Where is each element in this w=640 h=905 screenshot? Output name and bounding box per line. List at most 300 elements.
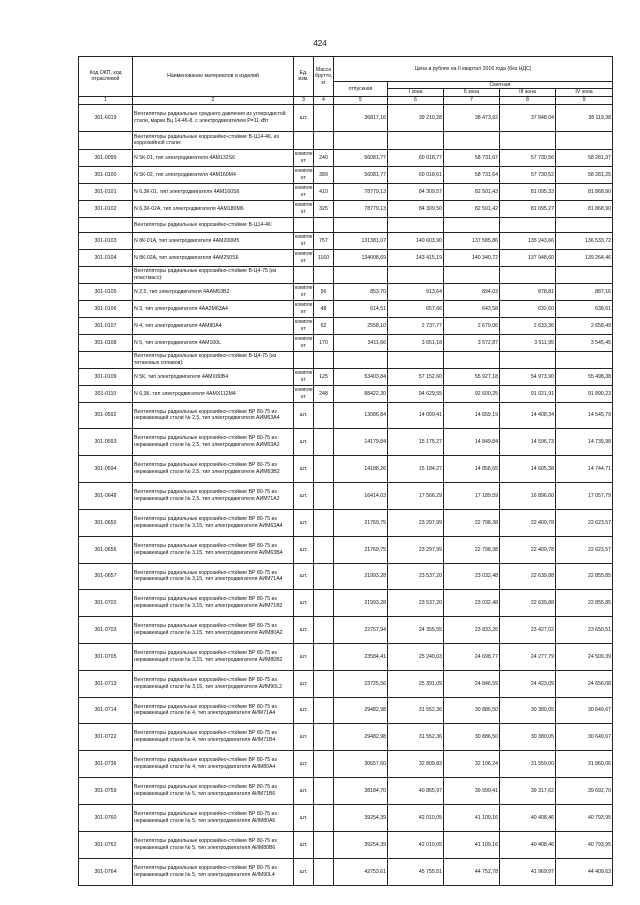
- price-zone-4: 14 545,79: [556, 402, 613, 428]
- item-name: N 8К-01А, тип электродвигателя 4АМ200М5: [133, 232, 294, 249]
- price-zone-4: 91 890,23: [556, 385, 613, 402]
- price-zone-4: 44 409,63: [556, 858, 613, 885]
- price-table: [78, 56, 613, 886]
- price-zone-1: 60 018,61: [388, 166, 444, 183]
- price-wholesale: 56081,77: [334, 149, 388, 166]
- item-code: 301-0703: [79, 616, 133, 643]
- item-mass: 325: [314, 200, 334, 217]
- col-number: 7: [444, 96, 500, 104]
- item-unit: шт.: [294, 402, 314, 428]
- price-zone-4: 30 649,67: [556, 697, 613, 723]
- item-unit: шт.: [294, 428, 314, 455]
- price-wholesale: 13086,84: [334, 402, 388, 428]
- item-mass: [314, 858, 334, 885]
- price-zone-3: 81 095,27: [500, 200, 556, 217]
- price-zone-2: 82 501,43: [444, 183, 500, 200]
- price-zone-4: 14 744,71: [556, 455, 613, 482]
- price-zone-1: 140 603,90: [388, 232, 444, 249]
- item-unit: компле кт: [294, 300, 314, 317]
- price-zone-1: 23 297,99: [388, 536, 444, 563]
- table-row: [79, 402, 613, 428]
- empty-cell: [294, 131, 314, 149]
- item-code: 301-0104: [79, 249, 133, 266]
- empty-cell: [444, 217, 500, 232]
- price-zone-3: 22 639,88: [500, 563, 556, 589]
- price-zone-1: 657,66: [388, 300, 444, 317]
- price-zone-4: 23 650,51: [556, 616, 613, 643]
- item-code: 301-0759: [79, 777, 133, 804]
- item-name: N 3, тип электродвигателя 4АА2М63А4: [133, 300, 294, 317]
- price-wholesale: 21769,75: [334, 509, 388, 536]
- col-number: 9: [556, 96, 613, 104]
- price-zone-4: 638,61: [556, 300, 613, 317]
- price-zone-1: 31 552,36: [388, 697, 444, 723]
- price-zone-2: 22 798,38: [444, 536, 500, 563]
- price-zone-1: 45 755,51: [388, 858, 444, 885]
- item-code: 301-0106: [79, 300, 133, 317]
- table-row: [79, 697, 613, 723]
- header-zone-3: III зона: [500, 89, 556, 96]
- price-zone-3: 81 095,33: [500, 183, 556, 200]
- item-mass: [314, 750, 334, 777]
- price-zone-3: 22 409,78: [500, 536, 556, 563]
- price-wholesale: 36817,16: [334, 104, 388, 131]
- price-zone-3: 14 605,38: [500, 455, 556, 482]
- price-zone-2: 137 585,86: [444, 232, 500, 249]
- item-mass: [314, 589, 334, 616]
- price-zone-4: 136 533,72: [556, 232, 613, 249]
- group-title: Вентиляторы радиальные коррозийно-стойкие В-Ц4-75 (из пластмасс):: [133, 266, 294, 283]
- item-code: 301-0103: [79, 232, 133, 249]
- group-code-cell: [79, 266, 133, 283]
- table-row: [79, 482, 613, 509]
- item-name: N 8К-02А, тип электродвигателя 4АМ250S6: [133, 249, 294, 266]
- item-mass: 410: [314, 183, 334, 200]
- price-zone-3: 40 408,46: [500, 804, 556, 831]
- item-name: N 5, тип электродвигателя 4АМ100L: [133, 334, 294, 351]
- table-row: [79, 334, 613, 351]
- price-zone-1: 84 309,50: [388, 200, 444, 217]
- price-wholesale: 614,51: [334, 300, 388, 317]
- price-zone-4: 3 545,45: [556, 334, 613, 351]
- table-row: [79, 149, 613, 166]
- price-wholesale: 134008,69: [334, 249, 388, 266]
- empty-cell: [388, 351, 444, 368]
- item-unit: компле кт: [294, 283, 314, 300]
- item-mass: 757: [314, 232, 334, 249]
- price-zone-3: 41 969,97: [500, 858, 556, 885]
- empty-cell: [500, 217, 556, 232]
- price-zone-4: 55 498,38: [556, 368, 613, 385]
- item-code: 301-0762: [79, 831, 133, 858]
- price-zone-3: 57 730,52: [500, 166, 556, 183]
- group-code-cell: [79, 131, 133, 149]
- item-mass: 240: [314, 149, 334, 166]
- price-zone-2: 17 189,59: [444, 482, 500, 509]
- empty-cell: [388, 266, 444, 283]
- col-number: 4: [314, 96, 334, 104]
- item-unit: шт.: [294, 563, 314, 589]
- price-wholesale: 3411,66: [334, 334, 388, 351]
- item-unit: шт.: [294, 777, 314, 804]
- item-unit: компле кт: [294, 368, 314, 385]
- table-row: [79, 643, 613, 670]
- item-unit: компле кт: [294, 334, 314, 351]
- table-row: [79, 616, 613, 643]
- item-mass: [314, 697, 334, 723]
- price-zone-2: 38 473,92: [444, 104, 500, 131]
- header-zone-4: IV зона: [556, 89, 613, 96]
- price-zone-1: 60 018,77: [388, 149, 444, 166]
- price-zone-2: 44 752,78: [444, 858, 500, 885]
- price-zone-4: 81 868,90: [556, 200, 613, 217]
- item-name: N 6,3К-02А, тип электродвигателя 4АМ180М6: [133, 200, 294, 217]
- item-mass: [314, 455, 334, 482]
- item-name: Вентиляторы радиальные коррозийно-стойкие ВР 80-75 из нержавеющей стали № 4, тип электродвигателя АИМ71А4: [133, 697, 294, 723]
- empty-cell: [388, 131, 444, 149]
- item-unit: шт.: [294, 643, 314, 670]
- item-name: Вентиляторы радиальные коррозийно-стойкие ВР 80-75 из нержавеющей стали № 3,15, тип электродвигателя АИМ63В4: [133, 536, 294, 563]
- item-mass: [314, 402, 334, 428]
- price-zone-1: 42 010,05: [388, 831, 444, 858]
- price-zone-1: 23 297,99: [388, 509, 444, 536]
- price-zone-3: 22 639,88: [500, 589, 556, 616]
- item-name: N 6,3К, тип электродвигателя 4АМХ112М4: [133, 385, 294, 402]
- table-row: [79, 804, 613, 831]
- price-zone-4: 22 855,85: [556, 589, 613, 616]
- item-name: N 5К-01, тип электродвигателя 4АМ132S6: [133, 149, 294, 166]
- price-zone-4: 139 264,46: [556, 249, 613, 266]
- table-row: [79, 200, 613, 217]
- header-name: Наименование материалов и изделий: [133, 57, 294, 97]
- table-row: [79, 232, 613, 249]
- item-code: 301-0100: [79, 166, 133, 183]
- item-code: 301-0702: [79, 589, 133, 616]
- price-zone-4: 22 623,57: [556, 509, 613, 536]
- empty-cell: [334, 266, 388, 283]
- price-zone-1: 40 865,97: [388, 777, 444, 804]
- price-wholesale: 22757,94: [334, 616, 388, 643]
- header-wholesale: отпускная: [334, 82, 388, 97]
- group-title: Вентиляторы радиальные коррозийно-стойкие В-Ц4-75 (из титановых сплавов):: [133, 351, 294, 368]
- price-zone-1: 32 809,83: [388, 750, 444, 777]
- header-mass: Масса брутто, кг: [314, 57, 334, 97]
- price-zone-3: 2 633,36: [500, 317, 556, 334]
- price-zone-1: 31 552,36: [388, 723, 444, 750]
- price-wholesale: 131381,07: [334, 232, 388, 249]
- col-number: 8: [500, 96, 556, 104]
- empty-cell: [388, 217, 444, 232]
- price-zone-3: 14 408,34: [500, 402, 556, 428]
- header-code: Код ОКП, код отраслевой: [79, 57, 133, 97]
- price-wholesale: 14179,84: [334, 428, 388, 455]
- price-zone-1: 15 184,27: [388, 455, 444, 482]
- table-row: [79, 858, 613, 885]
- price-zone-4: 58 281,37: [556, 149, 613, 166]
- item-mass: [314, 509, 334, 536]
- price-zone-2: 894,03: [444, 283, 500, 300]
- item-code: 301-0109: [79, 368, 133, 385]
- item-code: 301-0101: [79, 183, 133, 200]
- price-zone-2: 23 032,48: [444, 589, 500, 616]
- item-unit: шт.: [294, 831, 314, 858]
- item-unit: шт.: [294, 509, 314, 536]
- item-code: 301-0705: [79, 643, 133, 670]
- item-unit: шт.: [294, 723, 314, 750]
- item-unit: шт.: [294, 858, 314, 885]
- item-unit: компле кт: [294, 166, 314, 183]
- price-zone-2: 3 572,87: [444, 334, 500, 351]
- item-name: Вентиляторы радиальные коррозийно-стойкие ВР 80-75 из нержавеющей стали № 5, тип электродвигателя АИМ71В6: [133, 777, 294, 804]
- price-zone-4: 887,16: [556, 283, 613, 300]
- empty-cell: [334, 217, 388, 232]
- item-unit: компле кт: [294, 249, 314, 266]
- group-row: [79, 217, 613, 232]
- item-code: 301-0650: [79, 509, 133, 536]
- item-unit: шт.: [294, 804, 314, 831]
- header-unit: Ед. изм.: [294, 57, 314, 97]
- group-code-cell: [79, 351, 133, 368]
- price-zone-3: 16 896,60: [500, 482, 556, 509]
- empty-cell: [294, 351, 314, 368]
- price-zone-1: 14 009,41: [388, 402, 444, 428]
- item-name: Вентиляторы радиальные коррозийно-стойкие ВР 80-75 из нержавеющей стали № 3,15, тип электродвигателя АИМ63А4: [133, 509, 294, 536]
- item-name: Вентиляторы радиальные коррозийно-стойкие ВР 80-75 из нержавеющей стали № 5, тип электродвигателя АИМ90L4: [133, 858, 294, 885]
- price-zone-3: 54 973,90: [500, 368, 556, 385]
- item-mass: [314, 104, 334, 131]
- item-mass: [314, 723, 334, 750]
- price-zone-3: 878,81: [500, 283, 556, 300]
- price-wholesale: 39254,39: [334, 804, 388, 831]
- item-mass: [314, 777, 334, 804]
- item-unit: шт.: [294, 670, 314, 697]
- table-row: [79, 455, 613, 482]
- price-wholesale: 56081,77: [334, 166, 388, 183]
- price-wholesale: 16414,03: [334, 482, 388, 509]
- table-row: [79, 183, 613, 200]
- item-unit: шт.: [294, 697, 314, 723]
- price-zone-2: 41 109,16: [444, 831, 500, 858]
- empty-cell: [314, 266, 334, 283]
- group-title: Вентиляторы радиальные коррозийно-стойкие В-Ц14-46:: [133, 217, 294, 232]
- price-zone-3: 39 317,62: [500, 777, 556, 804]
- empty-cell: [444, 266, 500, 283]
- item-name: N 4, тип электродвигателя 4АМ80А4: [133, 317, 294, 334]
- item-code: 301-0108: [79, 334, 133, 351]
- price-zone-2: 23 032,48: [444, 563, 500, 589]
- price-zone-2: 30 886,50: [444, 723, 500, 750]
- price-wholesale: 53403,84: [334, 368, 388, 385]
- price-zone-3: 91 021,91: [500, 385, 556, 402]
- price-zone-3: 40 408,46: [500, 831, 556, 858]
- price-zone-3: 24 277,79: [500, 643, 556, 670]
- table-row: [79, 723, 613, 750]
- table-row: [79, 536, 613, 563]
- price-wholesale: 78779,13: [334, 200, 388, 217]
- price-wholesale: 21993,28: [334, 563, 388, 589]
- price-zone-4: 31 860,06: [556, 750, 613, 777]
- empty-cell: [294, 217, 314, 232]
- item-name: Вентиляторы радиальные коррозийно-стойкие ВР 80-75 из нержавеющей стали № 2,5, тип электродвигателя АИМ63А4: [133, 402, 294, 428]
- price-zone-1: 84 309,57: [388, 183, 444, 200]
- price-zone-4: 17 057,79: [556, 482, 613, 509]
- header-price-caption: Цена в рублях на II квартал 2016 года (без НДС): [334, 57, 613, 82]
- item-mass: [314, 643, 334, 670]
- price-zone-2: 23 833,26: [444, 616, 500, 643]
- price-zone-2: 14 659,19: [444, 402, 500, 428]
- col-number: 2: [133, 96, 294, 104]
- table-row: [79, 104, 613, 131]
- price-zone-4: 24 656,08: [556, 670, 613, 697]
- table-row: [79, 317, 613, 334]
- price-zone-2: 22 798,38: [444, 509, 500, 536]
- price-zone-3: 137 948,60: [500, 249, 556, 266]
- table-row: [79, 166, 613, 183]
- item-name: Вентиляторы радиальные коррозийно-стойкие ВР 80-75 из нержавеющей стали № 3,15, тип электродвигателя АИМ80В2: [133, 643, 294, 670]
- price-zone-4: 40 793,95: [556, 831, 613, 858]
- price-zone-2: 14 849,84: [444, 428, 500, 455]
- price-zone-4: 58 281,25: [556, 166, 613, 183]
- price-wholesale: 42753,61: [334, 858, 388, 885]
- price-zone-2: 140 340,72: [444, 249, 500, 266]
- price-wholesale: 21993,28: [334, 589, 388, 616]
- group-row: [79, 266, 613, 283]
- item-code: 301-0110: [79, 385, 133, 402]
- item-code: 301-0714: [79, 697, 133, 723]
- item-name: Вентиляторы радиальные коррозийно-стойкие ВР 80-75 из нержавеющей стали № 3,15, тип электродвигателя АИМ90L2: [133, 670, 294, 697]
- table-row: [79, 368, 613, 385]
- item-mass: [314, 804, 334, 831]
- price-zone-1: 42 010,05: [388, 804, 444, 831]
- price-wholesale: 2558,10: [334, 317, 388, 334]
- item-name: N 6,3К-01, тип электродвигателя 4АМ160S6: [133, 183, 294, 200]
- item-unit: шт.: [294, 750, 314, 777]
- item-unit: компле кт: [294, 200, 314, 217]
- table-body: [79, 104, 613, 885]
- price-zone-2: 30 886,50: [444, 697, 500, 723]
- price-zone-2: 55 927,18: [444, 368, 500, 385]
- item-unit: компле кт: [294, 149, 314, 166]
- table-row: [79, 249, 613, 266]
- price-zone-4: 30 649,67: [556, 723, 613, 750]
- item-name: Вентиляторы радиальные коррозийно-стойкие ВР 80-75 из нержавеющей стали № 4, тип электродвигателя АИМ80А4: [133, 750, 294, 777]
- price-zone-1: 39 210,28: [388, 104, 444, 131]
- item-name: Вентиляторы радиальные среднего давления из углеродистой стали, марки Вц 14-46-8, с электродвигателем Р=11 кВт: [133, 104, 294, 131]
- table-row: [79, 385, 613, 402]
- table-row: [79, 670, 613, 697]
- item-name: Вентиляторы радиальные коррозийно-стойкие ВР 80-75 из нержавеющей стали № 2,5, тип электродвигателя АИМ71А2: [133, 482, 294, 509]
- price-zone-3: 14 596,73: [500, 428, 556, 455]
- price-wholesale: 29482,98: [334, 723, 388, 750]
- item-unit: шт.: [294, 455, 314, 482]
- col-number: 6: [388, 96, 444, 104]
- price-zone-1: 25 391,09: [388, 670, 444, 697]
- item-mass: [314, 482, 334, 509]
- item-code: 301-0648: [79, 482, 133, 509]
- price-wholesale: 39254,39: [334, 831, 388, 858]
- price-zone-4: 39 692,70: [556, 777, 613, 804]
- item-name: Вентиляторы радиальные коррозийно-стойкие ВР 80-75 из нержавеющей стали № 3,15, тип электродвигателя АИМ71В2: [133, 589, 294, 616]
- item-code: 301-0657: [79, 563, 133, 589]
- empty-cell: [556, 351, 613, 368]
- price-wholesale: 21769,75: [334, 536, 388, 563]
- price-zone-2: 2 679,06: [444, 317, 500, 334]
- empty-cell: [500, 131, 556, 149]
- empty-cell: [500, 351, 556, 368]
- item-mass: 56: [314, 283, 334, 300]
- item-code: 301-0713: [79, 670, 133, 697]
- price-zone-1: 24 355,55: [388, 616, 444, 643]
- price-zone-3: 135 243,66: [500, 232, 556, 249]
- price-zone-3: 23 427,02: [500, 616, 556, 643]
- item-code: 301-0760: [79, 804, 133, 831]
- item-code: 301-0102: [79, 200, 133, 217]
- price-zone-1: 3 651,18: [388, 334, 444, 351]
- price-zone-1: 23 537,20: [388, 589, 444, 616]
- empty-cell: [500, 266, 556, 283]
- price-zone-2: 14 858,65: [444, 455, 500, 482]
- item-mass: 1160: [314, 249, 334, 266]
- price-zone-2: 39 999,41: [444, 777, 500, 804]
- price-wholesale: 38184,70: [334, 777, 388, 804]
- empty-cell: [334, 351, 388, 368]
- item-name: N 5К, тип электродвигателя 4АМХ80В4: [133, 368, 294, 385]
- header-zone-2: II зона: [444, 89, 500, 96]
- item-code: 301-0736: [79, 750, 133, 777]
- table-row: [79, 750, 613, 777]
- empty-cell: [556, 217, 613, 232]
- group-row: [79, 351, 613, 368]
- column-numbers-row: [79, 96, 613, 104]
- price-zone-4: 2 658,49: [556, 317, 613, 334]
- item-name: Вентиляторы радиальные коррозийно-стойкие ВР 80-75 из нержавеющей стали № 5, тип электродвигателя АИМ80А6: [133, 804, 294, 831]
- item-name: Вентиляторы радиальные коррозийно-стойкие ВР 80-75 из нержавеющей стали № 2,5, тип электродвигателя АИМ63А2: [133, 428, 294, 455]
- price-wholesale: 78779,13: [334, 183, 388, 200]
- empty-cell: [314, 217, 334, 232]
- item-unit: шт.: [294, 616, 314, 643]
- item-code: 301-0107: [79, 317, 133, 334]
- item-code: 301-0593: [79, 428, 133, 455]
- item-mass: [314, 428, 334, 455]
- header-estimate: Сметная: [388, 82, 613, 89]
- price-zone-4: 40 793,95: [556, 804, 613, 831]
- group-row: [79, 131, 613, 149]
- table-row: [79, 589, 613, 616]
- price-zone-3: 31 559,00: [500, 750, 556, 777]
- price-zone-3: 3 511,95: [500, 334, 556, 351]
- price-zone-2: 643,58: [444, 300, 500, 317]
- empty-cell: [444, 351, 500, 368]
- item-unit: шт.: [294, 536, 314, 563]
- empty-cell: [334, 131, 388, 149]
- item-code: 301-0656: [79, 536, 133, 563]
- price-zone-2: 41 109,16: [444, 804, 500, 831]
- item-name: Вентиляторы радиальные коррозийно-стойкие ВР 80-75 из нержавеющей стали № 3,15, тип электродвигателя АИМ71А4: [133, 563, 294, 589]
- price-zone-2: 92 600,25: [444, 385, 500, 402]
- header-row: [79, 57, 613, 82]
- price-zone-1: 25 240,03: [388, 643, 444, 670]
- table-row: [79, 563, 613, 589]
- table-row: [79, 283, 613, 300]
- price-wholesale: 23725,56: [334, 670, 388, 697]
- empty-cell: [444, 131, 500, 149]
- price-wholesale: 853,70: [334, 283, 388, 300]
- price-zone-2: 82 501,42: [444, 200, 500, 217]
- item-code: 301-0099: [79, 149, 133, 166]
- price-zone-1: 94 629,55: [388, 385, 444, 402]
- item-mass: 62: [314, 317, 334, 334]
- item-mass: 48: [314, 300, 334, 317]
